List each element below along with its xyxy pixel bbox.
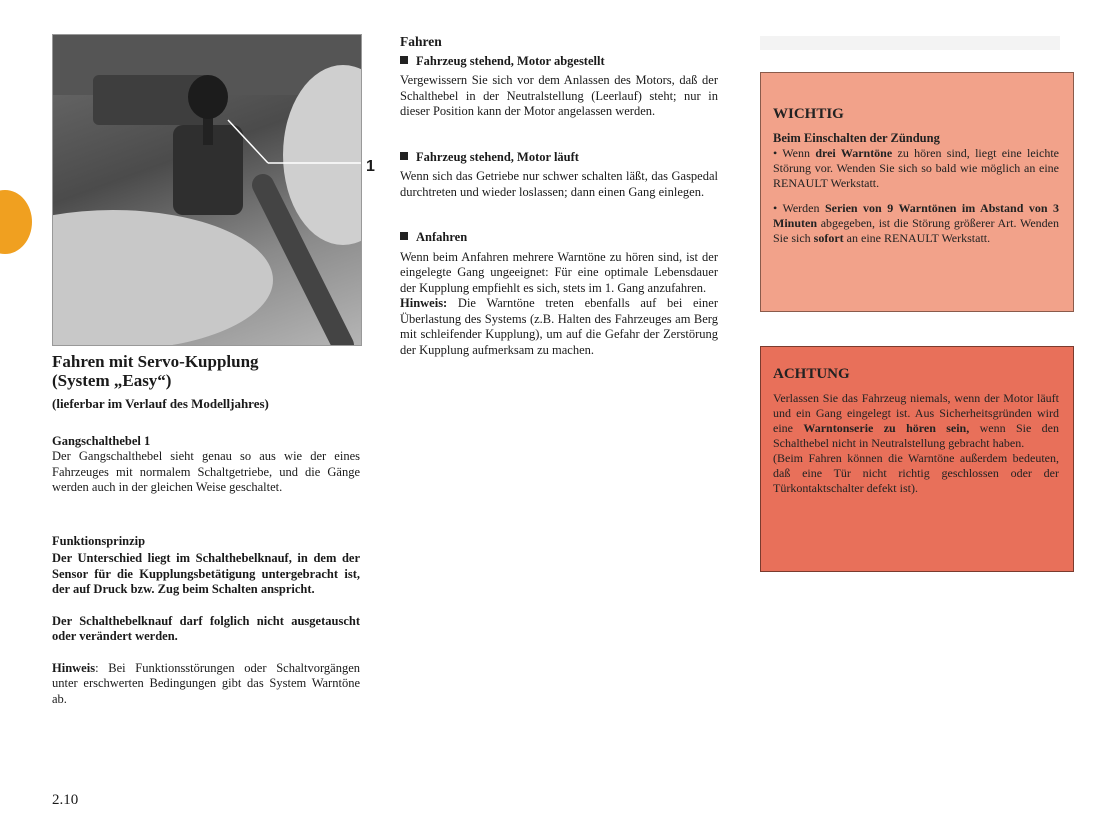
achtung-box <box>760 346 1074 572</box>
s2-title: Fahrzeug stehend, Motor läuft <box>416 149 579 164</box>
gear-lever-illustration <box>53 35 361 345</box>
square-bullet-icon <box>400 152 408 160</box>
left-column <box>52 352 360 716</box>
principle-title: Funktionsprinzip <box>52 533 146 548</box>
faded-background-strip <box>760 36 1060 50</box>
wichtig-b2-post: an eine RENAULT Werkstatt. <box>843 231 991 245</box>
s2-heading <box>400 150 718 166</box>
wichtig-box <box>760 72 1074 312</box>
s2-text: Wenn sich das Getriebe nur schwer schalten läßt, das Gaspedal durchtreten und wieder loslassen; dann einen Gang einlegen. <box>400 169 718 199</box>
s1-title: Fahrzeug stehend, Motor abgestellt <box>416 53 605 68</box>
note-text: : Bei Funktionsstörungen oder Schaltvorgängen unter erschwerten Bedingungen gibt das System Warntöne ab. <box>52 660 360 706</box>
wichtig-title: WICHTIG <box>773 106 844 122</box>
note-label: Hinweis <box>52 660 96 675</box>
gear-lever-photo <box>52 34 362 346</box>
wichtig-b1-bold: drei Warntöne <box>815 146 893 160</box>
s3-text: Wenn beim Anfahren mehrere Warntöne zu hören sind, ist der eingelegte Gang ungeeignet: Für eine optimale Lebensdauer der Kupplung empfiehlt es sich, stets im 1. Gang anzufahren. <box>400 249 718 295</box>
wichtig-bullet-2 <box>773 201 1059 246</box>
wichtig-b2-pre: • Werden <box>773 201 825 215</box>
s3-heading <box>400 230 718 246</box>
achtung-bold: Warntonserie zu hören sein, <box>803 421 970 435</box>
square-bullet-icon <box>400 232 408 240</box>
s3-title: Anfahren <box>416 230 468 244</box>
s3-note <box>400 296 718 358</box>
wichtig-bullet-1 <box>773 146 1059 191</box>
note-paragraph <box>52 661 360 708</box>
achtung-text-2: (Beim Fahren können die Warntöne außerdem bedeuten, daß eine Tür nicht richtig geschlossen oder der Türkontaktschalter defekt ist). <box>773 451 1059 495</box>
callout-number: 1 <box>366 158 375 175</box>
heading-line2: (System „Easy“) <box>52 371 172 390</box>
achtung-pre: Verlassen Sie das Fahrzeug niemals, wenn der Motor läuft und ein Gang eingelegt ist. Aus Sicherheitsgründen wird eine <box>773 391 1059 435</box>
wichtig-b2-bold2: sofort <box>813 231 844 245</box>
page-number: 2.10 <box>52 792 79 808</box>
heading-line1: Fahren mit Servo-Kupplung <box>52 352 259 371</box>
wichtig-subtitle: Beim Einschalten der Zündung <box>773 131 940 145</box>
wichtig-b1-pre: • Wenn <box>773 146 816 160</box>
principle-text: Der Unterschied liegt im Schalthebelknauf, in dem der Sensor für die Kupplungsbetätigung untergebracht ist, der auf Druck bzw. Zug beim Schalten anspricht. <box>52 551 360 596</box>
s3-note-label: Hinweis: <box>400 296 448 310</box>
achtung-text <box>773 391 1059 451</box>
section-title: Fahren <box>400 34 442 49</box>
achtung-title: ACHTUNG <box>773 366 850 382</box>
s1-text: Vergewissern Sie sich vor dem Anlassen des Motors, daß der Schalthebel in der Neutralstellung (Leerlauf) steht; nur in dieser Position kann der Motor angelassen werden. <box>400 73 718 118</box>
wichtig-b2-bold: Serien von 9 Warntönen im Abstand von 3 Minuten <box>773 201 1060 230</box>
wichtig-b2-mid: abgegeben, ist die Störung größerer Art. Wenden Sie sich <box>773 216 1059 245</box>
gear-title: Gangschalthebel 1 <box>52 433 151 448</box>
knob-warning: Der Schalthebelknauf darf folglich nicht ausgetauscht oder verändert werden. <box>52 613 360 643</box>
gear-text: Der Gangschalthebel sieht genau so aus wie der eines Fahrzeuges mit normalem Schaltgetriebe, und die Gänge werden auch in der gleichen Weise geschaltet. <box>52 449 360 494</box>
s3-note-text: Die Warntöne treten ebenfalls auf bei einer Überlastung des Systems (z.B. Halten des Fahrzeuges am Berg mit schleifender Kupplung), um auf die Gefahr der Zerstörung der Kupplung aufmerksam zu machen. <box>400 296 718 357</box>
middle-column <box>400 34 718 367</box>
s1-heading <box>400 54 718 70</box>
square-bullet-icon <box>400 56 408 64</box>
wichtig-b1-post: zu hören sind, liegt eine leichte Störung vor. Wenden Sie sich so bald wie möglich an eine RENAULT Werkstatt. <box>773 146 1059 190</box>
section-tab-marker <box>0 190 32 254</box>
achtung-post: wenn Sie den Schalthebel nicht in Neutralstellung gebracht haben. <box>773 421 1060 450</box>
availability-note: (lieferbar im Verlauf des Modelljahres) <box>52 396 269 411</box>
